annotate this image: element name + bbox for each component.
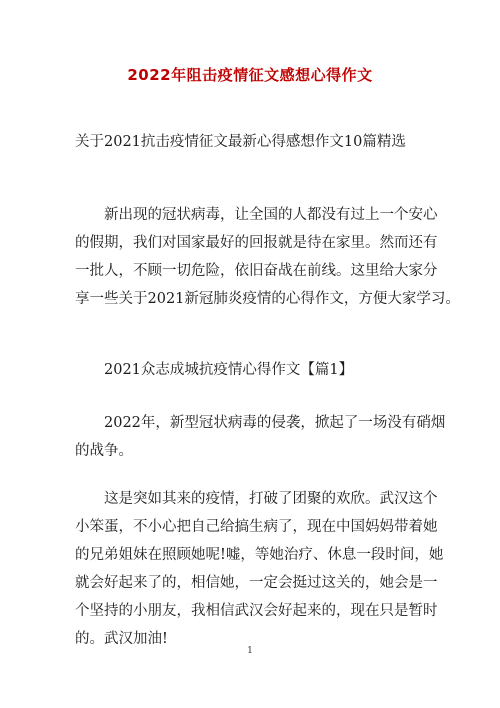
paragraph-line: 小笨蛋，不小心把自己给搞生病了，现在中国妈妈带着她 [75,519,438,535]
paragraph-line: 这是突如其来的疫情，打破了团聚的欢欣。武汉这个 [104,491,438,507]
intro-line: 的假期，我们对国家最好的回报就是待在家里。然而还有 [75,235,438,251]
intro-line: 新出现的冠状病毒，让全国的人都没有过上一个安心 [104,207,438,223]
intro-line: 享一些关于2021新冠肺炎疫情的心得作文，方便大家学习。 [75,291,460,307]
paragraph-line: 个坚持的小朋友，我相信武汉会好起来的，现在只是暂时 [75,603,438,619]
body-paragraph-2 [75,485,444,653]
paragraph-line: 就会好起来了的，相信她，一定会挺过这关的，她会是一 [75,575,438,591]
intro-line: 一批人，不顾一切危险，依旧奋战在前线。这里给大家分 [75,263,438,279]
paragraph-line: 的兄弟姐妹在照顾她呢!嘘，等她治疗、休息一段时间，她 [75,547,444,563]
page-number: 1 [247,646,253,656]
intro-paragraph [75,201,460,313]
paragraph-line: 的战争。 [75,443,133,459]
paragraph-line: 的。武汉加油! [75,631,168,647]
document-title: 2022年阻击疫情征文感想心得作文 [127,66,373,84]
body-paragraph-1 [75,409,446,465]
document-subtitle: 关于2021抗击疫情征文最新心得感想作文10篇精选 [75,134,406,150]
section-heading: 2021众志成城抗疫情心得作文【篇1】 [104,362,354,378]
paragraph-line: 2022年，新型冠状病毒的侵袭，掀起了一场没有硝烟 [104,415,446,431]
